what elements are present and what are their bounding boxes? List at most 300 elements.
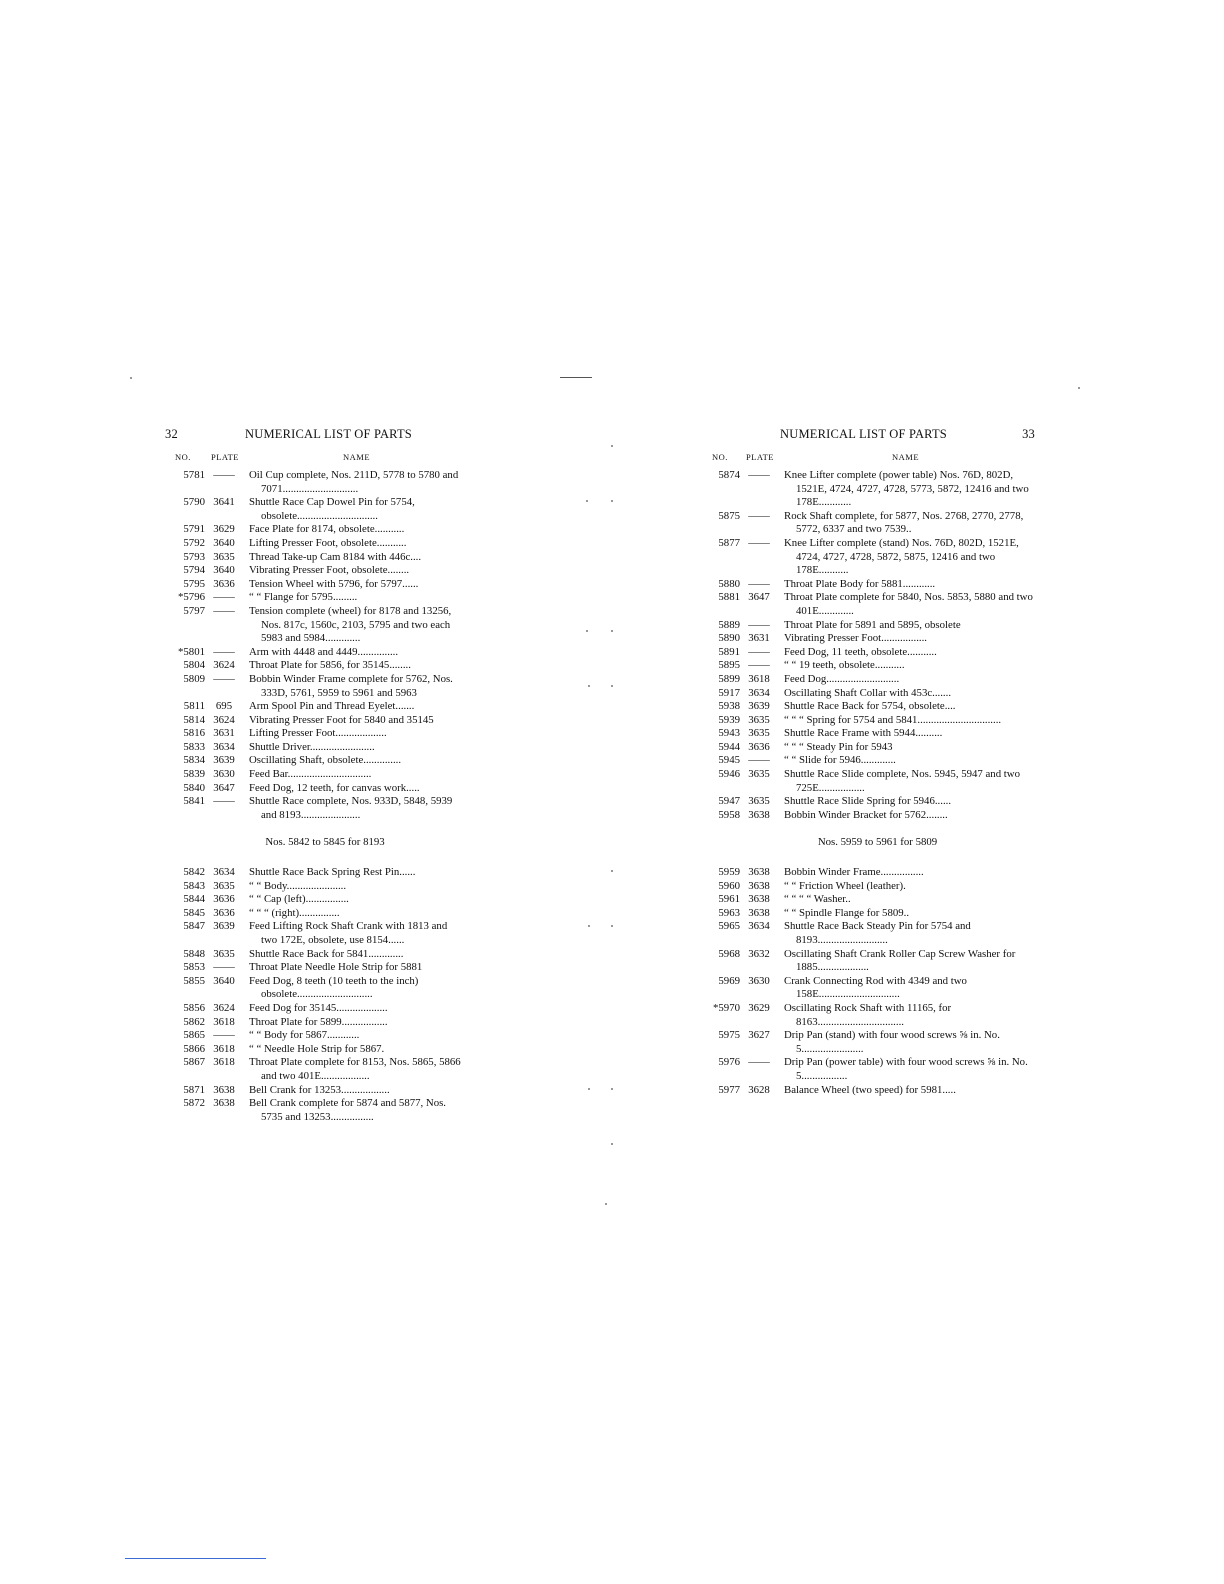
part-name-text: Shuttle Race Frame with 5944.......... <box>784 727 943 740</box>
top-scan-mark <box>560 377 592 378</box>
part-number: 5811 <box>183 700 205 713</box>
plate-number: 3638 <box>748 893 770 906</box>
part-row <box>700 1029 1035 1056</box>
part-number: 5790 <box>183 496 205 509</box>
part-name <box>243 1043 465 1057</box>
part-name-text: Shuttle Driver........................ <box>249 740 375 753</box>
part-name <box>778 510 1035 537</box>
section-subheading: Nos. 5959 to 5961 for 5809 <box>817 836 938 849</box>
part-row <box>165 496 465 523</box>
plate-number: 3638 <box>748 906 770 919</box>
part-number: 5872 <box>183 1097 205 1110</box>
plate-number: 3639 <box>748 700 770 713</box>
part-name-text: Lifting Presser Foot, obsolete........... <box>249 536 407 549</box>
running-header <box>165 427 465 445</box>
scan-speck <box>611 925 613 927</box>
part-number: 5834 <box>183 754 205 767</box>
plate-number: 3629 <box>748 1001 770 1014</box>
plate-number: 3634 <box>213 740 235 753</box>
plate-number: 3624 <box>213 713 235 726</box>
part-number: 5877 <box>718 536 740 549</box>
part-name <box>243 537 465 551</box>
part-number: 5839 <box>183 768 205 781</box>
plate-number: 3631 <box>748 632 770 645</box>
scan-speck <box>588 685 590 687</box>
part-name-text: Vibrating Presser Foot, obsolete........ <box>249 564 410 577</box>
section-subheading: Nos. 5842 to 5845 for 8193 <box>265 836 385 849</box>
part-row <box>165 700 465 714</box>
part-row <box>165 782 465 796</box>
part-row <box>165 714 465 728</box>
part-number: 5848 <box>183 947 205 960</box>
part-name <box>243 795 465 822</box>
scan-speck <box>611 445 613 447</box>
part-row <box>165 591 465 605</box>
col-name-header: NAME <box>892 452 920 462</box>
part-number: 5841 <box>183 795 205 808</box>
part-name <box>778 866 1035 880</box>
part-name <box>778 768 1035 795</box>
part-name <box>243 975 465 1002</box>
plate-number: —— <box>748 618 770 631</box>
plate-number: 3630 <box>748 974 770 987</box>
part-row <box>700 866 1035 880</box>
part-name <box>778 1002 1035 1029</box>
part-number: 5961 <box>718 893 740 906</box>
part-row <box>165 1029 465 1043</box>
part-name <box>778 619 1035 633</box>
part-name <box>243 673 465 700</box>
part-name-text: Throat Plate complete for 8153, Nos. 5865, 5866 and two 401E.................. <box>249 1056 461 1082</box>
part-name-text: Balance Wheel (two speed) for 5981..... <box>784 1083 956 1096</box>
part-row <box>165 961 465 975</box>
part-number: 5891 <box>718 645 740 658</box>
plate-number: —— <box>213 604 235 617</box>
plate-number: —— <box>213 469 235 481</box>
plate-number: 3639 <box>213 920 235 933</box>
part-name-text: “ “ “ Steady Pin for 5943 <box>784 740 893 753</box>
part-number: 5809 <box>183 672 205 685</box>
part-name-text: Feed Lifting Rock Shaft Crank with 1813 and two 172E, obsolete, use 8154...... <box>249 920 448 946</box>
plate-number: 3638 <box>748 808 770 821</box>
part-row <box>700 809 1035 823</box>
plate-number: 3638 <box>213 1083 235 1096</box>
scan-speck <box>611 630 613 632</box>
part-name-text: Oscillating Shaft Collar with 453c....... <box>784 686 952 699</box>
part-row <box>165 564 465 578</box>
plate-number: 3636 <box>213 577 235 590</box>
part-name <box>243 866 465 880</box>
part-name-text: Tension Wheel with 5796, for 5797...... <box>249 577 419 590</box>
part-number: 5845 <box>183 906 205 919</box>
plate-number: 3638 <box>748 879 770 892</box>
part-row <box>700 469 1035 510</box>
part-number: 5844 <box>183 893 205 906</box>
plate-number: —— <box>213 1029 235 1042</box>
part-number: 5855 <box>183 974 205 987</box>
parts-list <box>700 866 1035 1097</box>
part-row <box>165 1043 465 1057</box>
parts-list <box>165 469 465 822</box>
part-name <box>778 948 1035 975</box>
part-number: 5958 <box>718 808 740 821</box>
plate-number: 3647 <box>748 591 770 604</box>
part-name-text: Bobbin Winder Frame complete for 5762, Nos. 333D, 5761, 5959 to 5961 and 5963 <box>249 672 453 699</box>
plate-number: —— <box>748 645 770 658</box>
plate-number: —— <box>748 469 770 481</box>
col-plate-header: PLATE <box>746 452 774 462</box>
part-name <box>243 1029 465 1043</box>
part-number: 5792 <box>183 536 205 549</box>
part-name <box>778 727 1035 741</box>
part-name <box>243 907 465 921</box>
part-name-text: “ “ Spindle Flange for 5809.. <box>784 906 910 919</box>
scan-speck <box>588 925 590 927</box>
part-name <box>243 1097 465 1124</box>
part-name <box>243 646 465 660</box>
part-name-text: Shuttle Race Back for 5841............. <box>249 947 404 960</box>
part-number: 5804 <box>183 659 205 672</box>
part-name-text: Oil Cup complete, Nos. 211D, 5778 to 5780 and 7071............................ <box>249 469 459 495</box>
part-number: 5843 <box>183 879 205 892</box>
part-number: 5865 <box>183 1029 205 1042</box>
scan-speck <box>588 1088 590 1090</box>
part-number: 5963 <box>718 906 740 919</box>
part-row <box>700 578 1035 592</box>
part-row <box>700 646 1035 660</box>
part-row <box>700 907 1035 921</box>
part-name-text: “ “ Needle Hole Strip for 5867. <box>249 1042 385 1055</box>
plate-number: 3624 <box>213 659 235 672</box>
plate-number: 3634 <box>213 866 235 879</box>
part-name-text: “ “ “ “ Washer.. <box>784 893 851 906</box>
part-number: 5945 <box>718 754 740 767</box>
part-name <box>778 469 1035 510</box>
page-number: 32 <box>165 427 178 441</box>
part-name <box>778 920 1035 947</box>
part-name <box>243 893 465 907</box>
part-name <box>243 961 465 975</box>
part-name-text: Shuttle Race Back for 5754, obsolete.... <box>784 700 956 713</box>
part-name-text: Oscillating Rock Shaft with 11165, for 8163................................ <box>784 1001 952 1028</box>
part-number: 5793 <box>183 550 205 563</box>
part-number: 5871 <box>183 1083 205 1096</box>
part-name-text: Shuttle Race Back Steady Pin for 5754 and 8193.......................... <box>784 920 971 946</box>
part-name <box>778 700 1035 714</box>
link-underline <box>125 1558 266 1559</box>
part-name-text: Shuttle Race Cap Dowel Pin for 5754, obsolete.............................. <box>249 496 415 522</box>
part-number: 5797 <box>183 604 205 617</box>
part-name-text: Drip Pan (stand) with four wood screws ⅝ in. No. 5....................... <box>784 1029 1000 1055</box>
part-name <box>778 632 1035 646</box>
part-row <box>700 1002 1035 1029</box>
part-name-text: Throat Plate for 5856, for 35145........ <box>249 659 411 672</box>
scan-speck <box>611 685 613 687</box>
part-name-text: Face Plate for 8174, obsolete........... <box>249 523 405 536</box>
part-name <box>778 907 1035 921</box>
plate-number: 3636 <box>748 740 770 753</box>
scan-speck <box>611 1088 613 1090</box>
part-name <box>243 578 465 592</box>
part-number: 5890 <box>718 632 740 645</box>
part-number: 5781 <box>183 469 205 481</box>
right-page <box>700 427 1035 1097</box>
part-row <box>165 907 465 921</box>
plate-number: 3647 <box>213 781 235 794</box>
part-name-text: “ “ “ Spring for 5754 and 5841............................... <box>784 713 1002 726</box>
part-name <box>778 578 1035 592</box>
part-row <box>165 866 465 880</box>
part-row <box>165 754 465 768</box>
plate-number: 3618 <box>213 1015 235 1028</box>
part-number: 5794 <box>183 564 205 577</box>
part-name <box>243 605 465 646</box>
plate-number: —— <box>748 754 770 767</box>
part-name-text: Crank Connecting Rod with 4349 and two 158E.............................. <box>784 974 967 1001</box>
part-name-text: Shuttle Race Slide complete, Nos. 5945, 5947 and two 725E................. <box>784 768 1020 794</box>
part-number: 5874 <box>718 469 740 481</box>
part-name-text: Throat Plate Needle Hole Strip for 5881 <box>249 961 423 974</box>
part-row <box>700 727 1035 741</box>
part-number: *5801 <box>178 645 205 658</box>
part-name-text: Throat Plate complete for 5840, Nos. 5853, 5880 and two 401E............. <box>784 591 1033 617</box>
part-number: 5842 <box>183 866 205 879</box>
part-row <box>165 673 465 700</box>
part-name-text: Thread Take-up Cam 8184 with 446c.... <box>249 550 422 563</box>
part-number: 5947 <box>718 795 740 808</box>
scan-speck <box>586 500 588 502</box>
part-name-text: Feed Dog, 12 teeth, for canvas work..... <box>249 781 420 794</box>
plate-number: 3635 <box>213 947 235 960</box>
plate-number: 3635 <box>748 727 770 740</box>
col-no-header: NO. <box>175 452 191 462</box>
part-row <box>165 523 465 537</box>
part-row <box>700 1056 1035 1083</box>
plate-number: 3629 <box>213 523 235 536</box>
part-number: 5795 <box>183 577 205 590</box>
part-name <box>778 795 1035 809</box>
plate-number: 3634 <box>748 920 770 933</box>
part-number: 5867 <box>183 1056 205 1069</box>
plate-number: 3630 <box>213 768 235 781</box>
part-name <box>243 754 465 768</box>
part-row <box>700 714 1035 728</box>
part-name-text: Bell Crank for 13253.................. <box>249 1083 390 1096</box>
part-name <box>778 646 1035 660</box>
part-row <box>700 687 1035 701</box>
part-number: 5946 <box>718 768 740 781</box>
running-header <box>700 427 1035 445</box>
part-name <box>778 659 1035 673</box>
plate-number: 3640 <box>213 564 235 577</box>
part-row <box>700 510 1035 537</box>
part-name-text: “ “ Body for 5867............ <box>249 1029 360 1042</box>
part-name <box>243 496 465 523</box>
part-name-text: Bell Crank complete for 5874 and 5877, Nos. 5735 and 13253................ <box>249 1097 447 1123</box>
part-name <box>243 948 465 962</box>
parts-list <box>165 866 465 1124</box>
part-name <box>243 564 465 578</box>
plate-number: 3628 <box>748 1083 770 1096</box>
part-name-text: Throat Plate for 5891 and 5895, obsolete <box>784 618 961 631</box>
scan-speck <box>611 1143 613 1145</box>
part-name-text: Arm Spool Pin and Thread Eyelet....... <box>249 700 415 713</box>
part-name-text: Bobbin Winder Frame................ <box>784 866 924 879</box>
part-row <box>165 469 465 496</box>
part-row <box>700 975 1035 1002</box>
part-number: 5939 <box>718 713 740 726</box>
part-number: 5960 <box>718 879 740 892</box>
part-row <box>165 605 465 646</box>
part-name <box>778 673 1035 687</box>
scan-speck <box>130 377 132 379</box>
part-number: 5889 <box>718 618 740 631</box>
part-name-text: Lifting Presser Foot................... <box>249 727 387 740</box>
part-row <box>700 673 1035 687</box>
part-row <box>165 920 465 947</box>
col-no-header: NO. <box>712 452 728 462</box>
page-title: NUMERICAL LIST OF PARTS <box>245 427 412 441</box>
part-name <box>243 714 465 728</box>
part-name-text: “ “ Friction Wheel (leather). <box>784 879 906 892</box>
page-title: NUMERICAL LIST OF PARTS <box>780 427 947 441</box>
part-number: 5899 <box>718 672 740 685</box>
part-row <box>165 551 465 565</box>
part-name <box>243 1084 465 1098</box>
plate-number: 3632 <box>748 947 770 960</box>
part-row <box>165 948 465 962</box>
part-number: 5917 <box>718 686 740 699</box>
part-name <box>243 659 465 673</box>
part-name <box>778 809 1035 823</box>
part-row <box>700 893 1035 907</box>
part-name-text: Arm with 4448 and 4449............... <box>249 645 399 658</box>
part-row <box>165 1002 465 1016</box>
column-headers <box>700 452 1035 466</box>
plate-number: —— <box>213 591 235 604</box>
part-name-text: Oscillating Shaft Crank Roller Cap Screw Washer for 1885................... <box>784 947 1016 974</box>
part-name-text: “ “ 19 teeth, obsolete........... <box>784 659 905 672</box>
part-name-text: Shuttle Race complete, Nos. 933D, 5848, 5939 and 8193...................... <box>249 795 453 821</box>
plate-number: —— <box>748 1056 770 1069</box>
part-number: 5880 <box>718 577 740 590</box>
part-name-text: Feed Dog........................... <box>784 672 900 685</box>
plate-number: 3618 <box>213 1056 235 1069</box>
part-name-text: Feed Dog for 35145................... <box>249 1001 388 1014</box>
part-row <box>165 1056 465 1083</box>
part-number: 5975 <box>718 1029 740 1042</box>
plate-number: —— <box>213 645 235 658</box>
part-name <box>778 714 1035 728</box>
part-name <box>778 880 1035 894</box>
plate-number: 3635 <box>748 795 770 808</box>
plate-number: 3638 <box>748 866 770 879</box>
part-number: 5840 <box>183 781 205 794</box>
part-name <box>243 700 465 714</box>
part-number: 5816 <box>183 727 205 740</box>
plate-number: —— <box>748 659 770 672</box>
column-headers <box>165 452 465 466</box>
plate-number: —— <box>213 672 235 685</box>
scan-speck <box>605 1203 607 1205</box>
plate-number: —— <box>213 795 235 808</box>
plate-number: —— <box>748 577 770 590</box>
part-number: 5866 <box>183 1042 205 1055</box>
part-name <box>778 741 1035 755</box>
plate-number: —— <box>748 536 770 549</box>
part-number: 5965 <box>718 920 740 933</box>
part-name <box>243 1016 465 1030</box>
part-name <box>778 754 1035 768</box>
part-name <box>243 880 465 894</box>
part-name-text: Feed Dog, 8 teeth (10 teeth to the inch) obsolete............................ <box>249 974 419 1001</box>
plate-number: 3635 <box>213 879 235 892</box>
part-name <box>778 1029 1035 1056</box>
plate-number: —— <box>748 509 770 522</box>
part-name <box>243 768 465 782</box>
part-name-text: Feed Bar............................... <box>249 768 372 781</box>
part-number: 5791 <box>183 523 205 536</box>
part-name <box>778 1084 1035 1098</box>
scan-speck <box>611 870 613 872</box>
part-number: *5970 <box>713 1001 740 1014</box>
plate-number: —— <box>213 961 235 974</box>
part-number: 5969 <box>718 974 740 987</box>
part-name-text: Throat Plate for 5899................. <box>249 1015 388 1028</box>
page-number: 33 <box>1022 427 1035 441</box>
plate-number: 3635 <box>213 550 235 563</box>
part-row <box>165 659 465 673</box>
part-name <box>243 1056 465 1083</box>
part-row <box>165 893 465 907</box>
part-row <box>700 768 1035 795</box>
part-row <box>165 741 465 755</box>
part-row <box>700 754 1035 768</box>
part-number: 5881 <box>718 591 740 604</box>
part-number: 5862 <box>183 1015 205 1028</box>
part-row <box>700 537 1035 578</box>
plate-number: 3639 <box>213 754 235 767</box>
part-name <box>243 469 465 496</box>
part-number: 5833 <box>183 740 205 753</box>
plate-number: 3638 <box>213 1097 235 1110</box>
plate-number: 3635 <box>748 713 770 726</box>
part-number: 5959 <box>718 866 740 879</box>
col-name-header: NAME <box>343 452 371 462</box>
part-name-text: “ “ Cap (left)................ <box>249 893 349 906</box>
part-number: 5977 <box>718 1083 740 1096</box>
part-number: 5895 <box>718 659 740 672</box>
part-name <box>243 782 465 796</box>
part-name-text: Tension complete (wheel) for 8178 and 13256, Nos. 817c, 1560c, 2103, 5795 and two each 5983 and 5984............. <box>249 604 452 645</box>
part-name <box>778 975 1035 1002</box>
part-name-text: Knee Lifter complete (power table) Nos. 76D, 802D, 1521E, 4724, 4727, 4728, 5773, 5872, 12416 and two 178E............ <box>784 469 1029 509</box>
part-number: 5847 <box>183 920 205 933</box>
part-row <box>165 646 465 660</box>
plate-number: 3618 <box>213 1042 235 1055</box>
part-number: 5853 <box>183 961 205 974</box>
part-name-text: Shuttle Race Slide Spring for 5946...... <box>784 795 952 808</box>
plate-number: 3640 <box>213 536 235 549</box>
plate-number: 3631 <box>213 727 235 740</box>
part-number: 5943 <box>718 727 740 740</box>
part-name-text: Drip Pan (power table) with four wood screws ⅝ in. No. 5................. <box>784 1056 1028 1082</box>
part-row <box>700 659 1035 673</box>
part-name-text: Throat Plate Body for 5881............ <box>784 577 936 590</box>
scan-speck <box>586 630 588 632</box>
plate-number: 3636 <box>213 893 235 906</box>
part-name <box>243 1002 465 1016</box>
